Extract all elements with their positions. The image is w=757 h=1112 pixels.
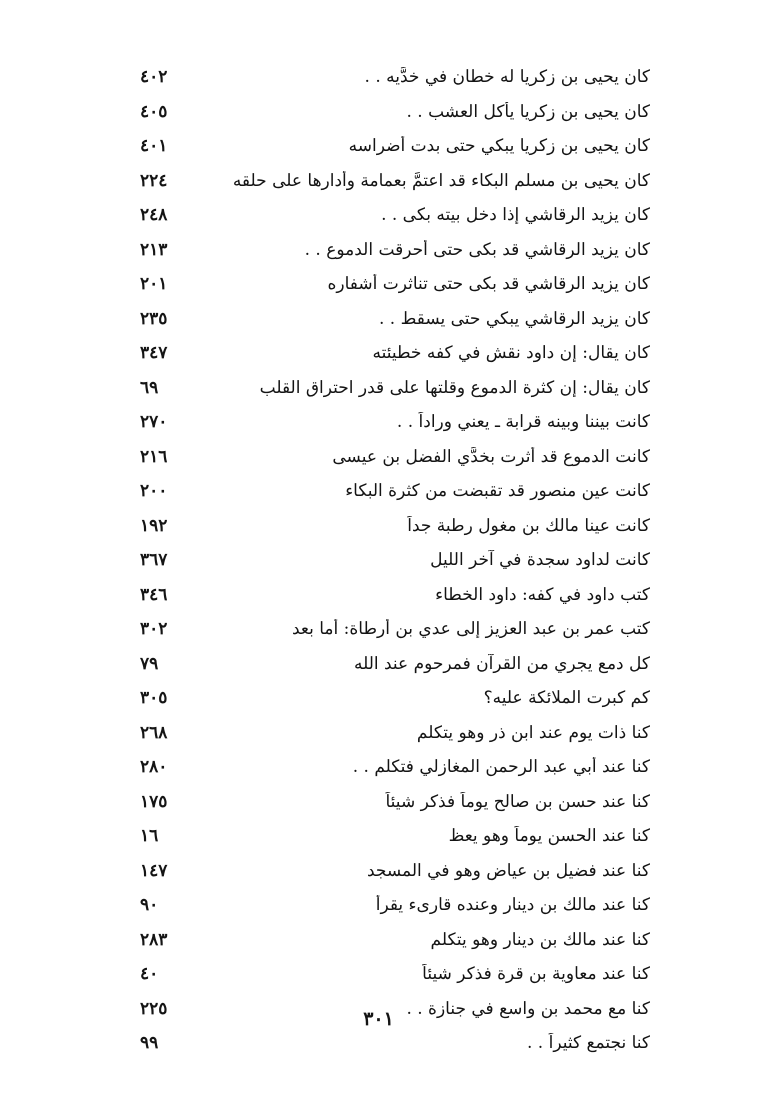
entry-page-number: ٦٩	[140, 377, 159, 398]
entry-page-number: ٢٨٣	[140, 929, 168, 950]
index-entry	[140, 681, 650, 716]
index-entry	[140, 233, 650, 268]
entry-text: كتب عمر بن عبد العزيز إلى عدي بن أرطاة: أما بعد	[291, 619, 650, 640]
index-entry	[140, 888, 650, 923]
index-entry	[140, 543, 650, 578]
index-entry	[140, 129, 650, 164]
entry-page-number: ٣٦٧	[140, 550, 168, 571]
entry-text: كنا عند فضيل بن عياض وهو في المسجد	[366, 860, 650, 881]
entry-page-number: ١٦	[140, 826, 159, 847]
index-entry	[140, 474, 650, 509]
index-entry	[140, 267, 650, 302]
page-number: ٣٠١	[363, 1008, 394, 1030]
index-entry	[140, 612, 650, 647]
entry-text: كنا عند مالك بن دينار وهو يتكلم	[430, 929, 650, 950]
entry-page-number: ٤٠١	[140, 136, 168, 157]
entry-text: كم كبرت الملائكة عليه؟	[483, 688, 650, 709]
entry-page-number: ١٧٥	[140, 791, 168, 812]
entry-page-number: ٢١٣	[140, 239, 168, 260]
entry-text: كان يحيى بن مسلم البكاء قد اعتمَّ بعمامة وأدارها على حلقه	[232, 170, 650, 191]
entry-text: كان يزيد الرقاشي يبكي حتى يسقط . .	[378, 308, 650, 329]
index-entry	[140, 923, 650, 958]
entry-page-number: ٢٣٥	[140, 308, 168, 329]
entry-text: كان يحيى بن زكريا له خطان في خدَّيه . .	[364, 67, 650, 88]
index-entry	[140, 198, 650, 233]
entry-page-number: ٣٠٢	[140, 619, 168, 640]
entry-page-number: ٣٤٦	[140, 584, 168, 605]
entry-text: كنا عند الحسن يوماً وهو يعظ	[448, 826, 650, 847]
entry-page-number: ١٤٧	[140, 860, 168, 881]
entry-text: كتب داود في كفه: داود الخطاء	[435, 584, 650, 605]
entry-text: كانت لداود سجدة في آخر الليل	[430, 550, 650, 571]
index-list	[140, 60, 650, 1061]
index-entry	[140, 785, 650, 820]
entry-text: كنا عند حسن بن صالح يوماً فذكر شيئاً	[385, 791, 650, 812]
index-entry	[140, 60, 650, 95]
entry-text: كان يزيد الرقاشي قد بكى حتى أحرقت الدموع . .	[304, 239, 650, 260]
entry-page-number: ٢٦٨	[140, 722, 168, 743]
entry-text: كل دمع يجري من القرآن فمرحوم عند الله	[353, 653, 650, 674]
entry-text: كانت عينا مالك بن مغول رطبة جداً	[407, 515, 650, 536]
index-entry	[140, 750, 650, 785]
entry-text: كانت الدموع قد أثرت بخدَّي الفضل بن عيسى	[332, 446, 650, 467]
entry-page-number: ٤٠٥	[140, 101, 168, 122]
entry-text: كان يحيى بن زكريا يبكي حتى بدت أضراسه	[348, 136, 650, 157]
entry-page-number: ٤٠	[140, 964, 159, 985]
entry-text: كنا عند معاوية بن قرة فذكر شيئاً	[422, 964, 650, 985]
entry-page-number: ٧٩	[140, 653, 159, 674]
index-entry	[140, 440, 650, 475]
entry-page-number: ١٩٢	[140, 515, 168, 536]
entry-text: كنا عند مالك بن دينار وعنده قارىء يقرأ	[375, 895, 650, 916]
entry-page-number: ٣٤٧	[140, 343, 168, 364]
entry-text: كان يحيى بن زكريا يأكل العشب . .	[406, 101, 650, 122]
entry-text: كان يقال: إن كثرة الدموع وقلتها على قدر احتراق القلب	[259, 377, 650, 398]
entry-page-number: ٢٢٤	[140, 170, 168, 191]
entry-page-number: ٢٠١	[140, 274, 168, 295]
index-entry	[140, 854, 650, 889]
index-entry	[140, 164, 650, 199]
entry-text: كنا مع محمد بن واسع في جنازة . .	[406, 998, 650, 1019]
index-entry	[140, 1026, 650, 1061]
entry-page-number: ٢٤٨	[140, 205, 168, 226]
entry-text: كان يقال: إن داود نقش في كفه خطيئته	[372, 343, 650, 364]
index-entry	[140, 578, 650, 613]
index-entry	[140, 716, 650, 751]
entry-page-number: ٩٩	[140, 1033, 159, 1054]
entry-text: كانت عين منصور قد تقبضت من كثرة البكاء	[345, 481, 650, 502]
index-entry	[140, 509, 650, 544]
entry-page-number: ٢٧٠	[140, 412, 168, 433]
entry-text: كان يزيد الرقاشي إذا دخل بيته بكى . .	[381, 205, 650, 226]
index-entry	[140, 336, 650, 371]
entry-page-number: ٢٢٥	[140, 998, 168, 1019]
entry-text: كانت بيننا وبينه قرابة ـ يعني وراداً . .	[396, 412, 650, 433]
entry-text: كان يزيد الرقاشي قد بكى حتى تناثرت أشفاره	[327, 274, 650, 295]
index-entry	[140, 405, 650, 440]
entry-text: كنا عند أبي عبد الرحمن المغازلي فتكلم . .	[352, 757, 650, 778]
index-entry	[140, 371, 650, 406]
entry-page-number: ٤٠٢	[140, 67, 168, 88]
index-entry	[140, 819, 650, 854]
index-entry	[140, 647, 650, 682]
entry-text: كنا نجتمع كثيراً . .	[527, 1033, 650, 1054]
entry-page-number: ٢٨٠	[140, 757, 168, 778]
index-entry	[140, 302, 650, 337]
entry-page-number: ٢٠٠	[140, 481, 168, 502]
index-entry	[140, 95, 650, 130]
entry-page-number: ٩٠	[140, 895, 159, 916]
index-entry	[140, 957, 650, 992]
entry-page-number: ٢١٦	[140, 446, 168, 467]
entry-text: كنا ذات يوم عند ابن ذر وهو يتكلم	[416, 722, 650, 743]
entry-page-number: ٣٠٥	[140, 688, 168, 709]
